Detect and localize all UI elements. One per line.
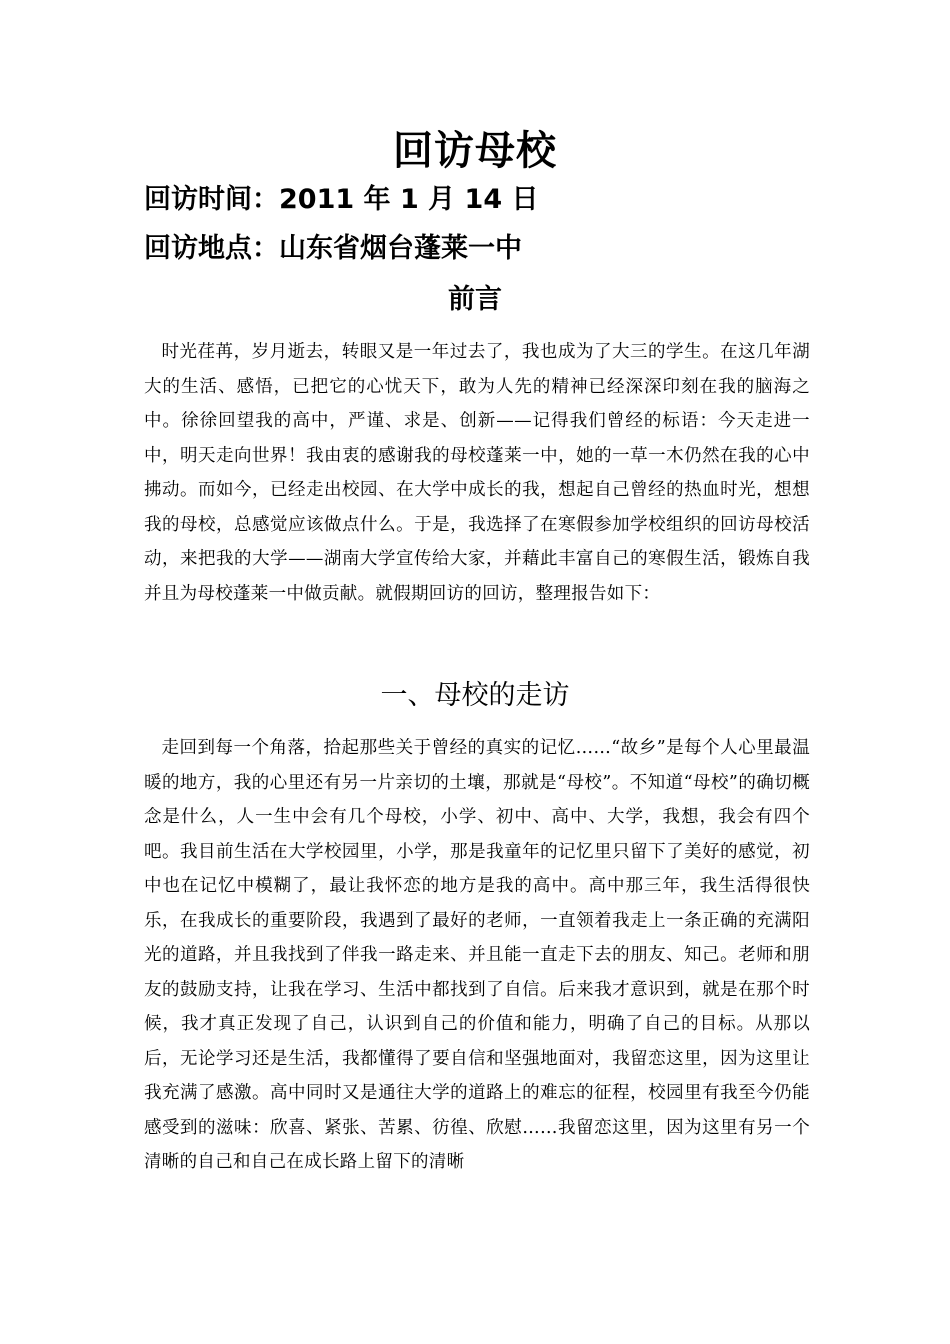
visit-place: 回访地点：山东省烟台蓬莱一中 — [144, 233, 522, 264]
section-paragraph: 走回到每一个角落，拾起那些关于曾经的真实的记忆……“故乡”是每个人心里最温暖的地方，我的心里还有另一片亲切的土壤，那就是“母校”。不知道“母校”的确切概念是什么，人一生中会有几个母校，小学、初中、高中、大学，我想，我会有四个吧。我目前生活在大学校园里，小学，那是我童年的记忆里只留下了美好的感觉，初中也在记忆中模糊了，最让我怀恋的地方是我的高中。高中那三年，我生活得很快乐，在我成长的重要阶段，我遇到了最好的老师，一直领着我走上一条正确的充满阳光的道路，并且我找到了伴我一路走来、并且能一直走下去的朋友、知己。老师和朋友的鼓励支持，让我在学习、生活中都找到了自信。后来我才意识到，就是在那个时候，我才真正发现了自己，认识到自己的价值和能力，明确了自己的目标。从那以后，无论学习还是生活，我都懂得了要自信和坚强地面对，我留恋这里，因为这里让我充满了感激。高中同时又是通往大学的道路上的难忘的征程，校园里有我至今仍能感受到的滋味：欣喜、紧张、苦累、彷徨、欣慰……我留恋这里，因为这里有另一个清晰的自己和自己在成长路上留下的清晰 — [144, 738, 810, 1172]
document-title: 回访母校 — [393, 128, 557, 174]
preface-paragraph: 时光荏苒，岁月逝去，转眼又是一年过去了，我也成为了大三的学生。在这几年湖大的生活、感悟，已把它的心忧天下，敢为人先的精神已经深深印刻在我的脑海之中。徐徐回望我的高中，严谨、求是、创新——记得我们曾经的标语：今天走进一中，明天走向世界！我由衷的感谢我的母校蓬莱一中，她的一草一木仍然在我的心中拂动。而如今，已经走出校园、在大学中成长的我，想起自己曾经的热血时光，想想我的母校，总感觉应该做点什么。于是，我选择了在寒假参加学校组织的回访母校活动，来把我的大学——湖南大学宣传给大家，并藉此丰富自己的寒假生活，锻炼自我并且为母校蓬莱一中做贡献。就假期回访的回访，整理报告如下： — [144, 342, 810, 604]
section-heading: 一、母校的走访 — [380, 680, 570, 711]
visit-time: 回访时间：2011 年 1 月 14 日 — [144, 184, 539, 215]
preface-heading: 前言 — [448, 284, 502, 315]
